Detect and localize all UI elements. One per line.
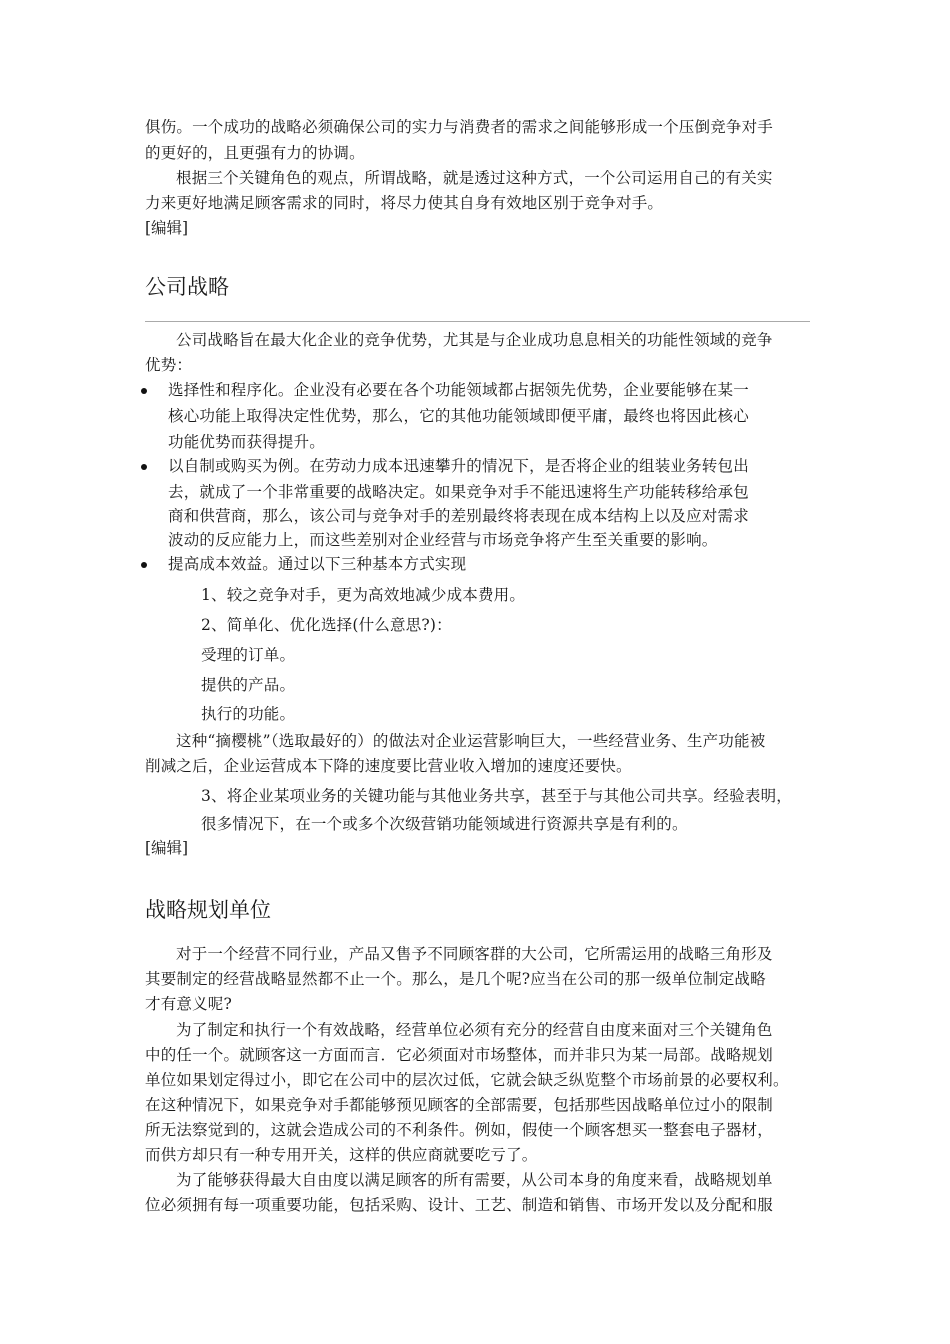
section-title-corporate-strategy: 公司战略 [145,275,229,299]
section2-para3-line-2: 位必须拥有每一项重要功能，包括采购、设计、工艺、制造和销售、市场开发以及分配和服 [145,1196,774,1214]
section2-para3-line-1: 为了能够获得最大自由度以满足顾客的所有需要，从公司本身的角度来看，战略规划单 [176,1171,773,1189]
bullet-2-line-2: 去，就成了一个非常重要的战略决定。如果竞争对手不能迅速将生产功能转移给承包 [168,483,749,501]
section2-para2-line-1: 为了制定和执行一个有效战略，经营单位必须有充分的经营自由度来面对三个关键角色 [176,1021,773,1039]
section2-para2-line-5: 所无法察觉到的，这就会造成公司的不利条件。例如，假使一个顾客想买一整套电子器材， [145,1121,774,1139]
intro-para2-line-2: 力来更好地满足顾客需求的同时，将尽力使其自身有效地区别于竞争对手。 [145,194,664,212]
edit-link[interactable]: [编辑] [145,839,189,857]
sub-item-products: 提供的产品。 [201,676,296,694]
bullet-icon [141,562,147,568]
cherry-line-2: 削减之后，企业运营成本下降的速度要比营业收入增加的速度还要快。 [145,757,632,775]
item-3-line-2: 很多情况下，在一个或多个次级营销功能领域进行资源共享是有利的。 [201,815,688,833]
section-divider [145,321,810,322]
item-3-line-1: 3、将企业某项业务的关键功能与其他业务共享，甚至于与其他公司共享。经验表明， [201,787,792,805]
bullet-3-line-1: 提高成本效益。通过以下三种基本方式实现 [168,555,467,573]
bullet-1-line-1: 选择性和程序化。企业没有必要在各个功能领域都占据领先优势，企业要能够在某一 [168,381,749,399]
edit-link[interactable]: [编辑] [145,219,189,237]
bullet-1-line-2: 核心功能上取得决定性优势，那么，它的其他功能领域即便平庸，最终也将因此核心 [168,407,749,425]
sub-item-2: 2、简单化、优化选择(什么意思?)： [201,616,452,634]
bullet-1-line-3: 功能优势而获得提升。 [168,433,326,451]
intro-para2-line-1: 根据三个关键角色的观点，所谓战略，就是透过这种方式，一个公司运用自己的有关实 [176,169,773,187]
bullet-icon [141,464,147,470]
section2-para1-line-1: 对于一个经营不同行业，产品又售予不同顾客群的大公司，它所需运用的战略三角形及 [176,945,773,963]
section2-para1-line-3: 才有意义呢? [145,995,233,1013]
section1-para-line-1: 公司战略旨在最大化企业的竞争优势，尤其是与企业成功息息相关的功能性领域的竞争 [176,331,773,349]
section2-para2-line-4: 在这种情况下，如果竞争对手都能够预见顾客的全部需要，包括那些因战略单位过小的限制 [145,1096,774,1114]
sub-item-orders: 受理的订单。 [201,646,296,664]
section-title-strategic-planning-unit: 战略规划单位 [145,898,271,922]
sub-item-1: 1、较之竞争对手，更为高效地减少成本费用。 [201,586,526,604]
cherry-line-1: 这种“摘樱桃”（选取最好的）的做法对企业运营影响巨大，一些经营业务、生产功能被 [176,732,766,750]
sub-item-functions: 执行的功能。 [201,705,296,723]
bullet-2-line-1: 以自制或购买为例。在劳动力成本迅速攀升的情况下，是否将企业的组装业务转包出 [168,457,749,475]
section2-para2-line-6: 而供方却只有一种专用开关，这样的供应商就要吃亏了。 [145,1146,538,1164]
intro-line-1: 俱伤。一个成功的战略必须确保公司的实力与消费者的需求之间能够形成一个压倒竞争对手 [145,118,774,136]
section2-para2-line-2: 中的任一个。就顾客这一方面而言．它必须面对市场整体，而并非只为某一局部。战略规划 [145,1046,774,1064]
bullet-2-line-3: 商和供营商，那么，该公司与竞争对手的差别最终将表现在成本结构上以及应对需求 [168,507,749,525]
bullet-2-line-4: 波动的反应能力上，而这些差别对企业经营与市场竞争将产生至关重要的影响。 [168,531,718,549]
section2-para2-line-3: 单位如果划定得过小，即它在公司中的层次过低，它就会缺乏纵览整个市场前景的必要权利。 [145,1071,789,1089]
intro-line-2: 的更好的，且更强有力的协调。 [145,144,365,162]
bullet-icon [141,388,147,394]
section2-para1-line-2: 其要制定的经营战略显然都不止一个。那么，是几个呢?应当在公司的那一级单位制定战略 [145,970,766,988]
section1-para-line-2: 优势： [145,356,193,374]
